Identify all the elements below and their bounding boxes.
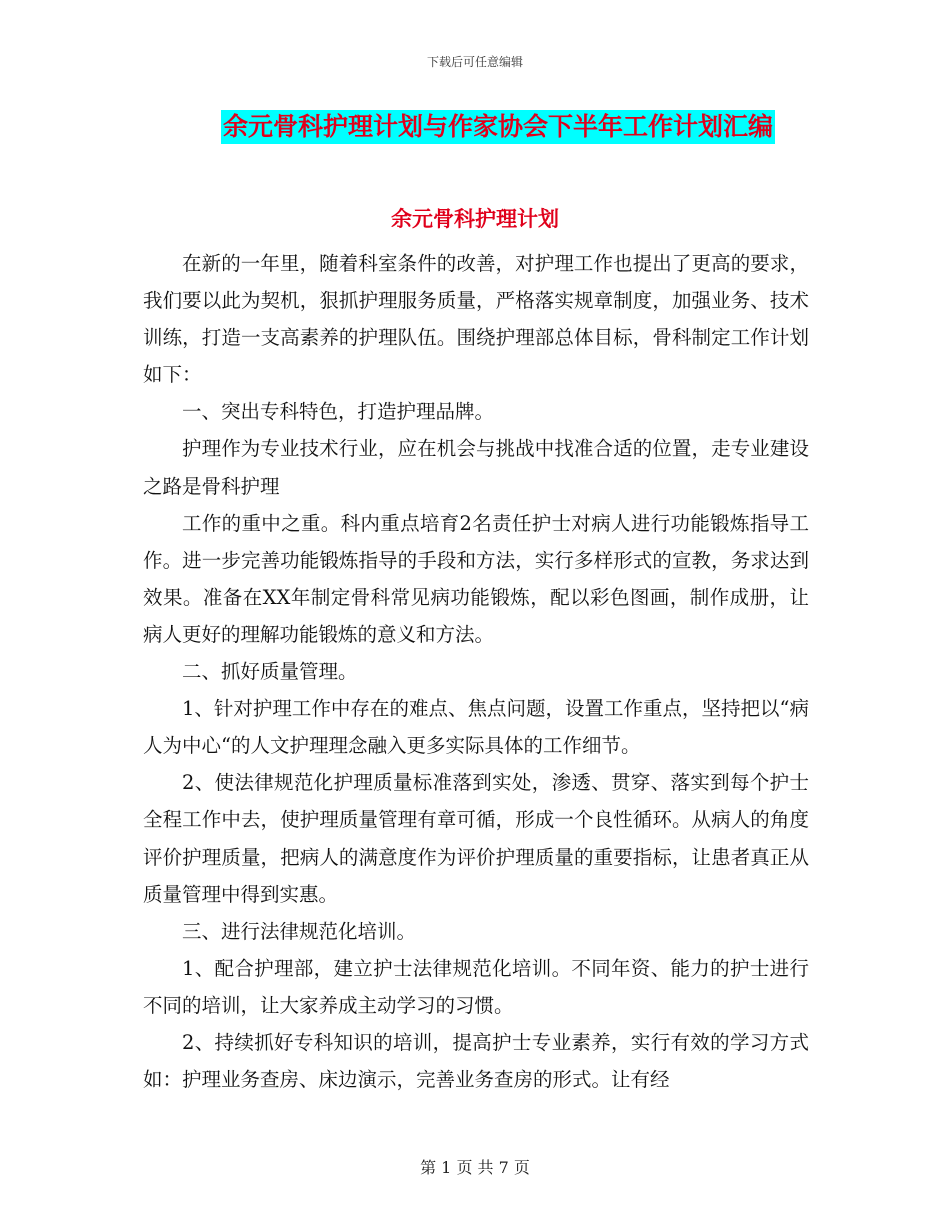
body-paragraph: 2、持续抓好专科知识的培训，提高护士专业素养，实行有效的学习方式如：护理业务查房、床边演示，完善业务查房的形式。让有经 <box>143 1030 809 1092</box>
body-paragraph: 护理作为专业技术行业，应在机会与挑战中找准合适的位置，走专业建设之路是骨科护理 <box>143 437 809 498</box>
body-heading-1: 一、突出专科特色，打造护理品牌。 <box>182 400 495 424</box>
document-body <box>143 245 809 1098</box>
page-number-footer: 第 1 页 共 7 页 <box>420 1158 530 1177</box>
section-title: 余元骨科护理计划 <box>391 207 559 231</box>
body-paragraph: 1、针对护理工作中存在的难点、焦点问题，设置工作重点，坚持把以“病人为中心“的人文护理理念融入更多实际具体的工作细节。 <box>143 697 809 758</box>
document-title: 余元骨科护理计划与作家协会下半年工作计划汇编 <box>221 110 775 144</box>
body-paragraph: 在新的一年里，随着科室条件的改善，对护理工作也提出了更高的要求，我们要以此为契机，狠抓护理服务质量，严格落实规章制度，加强业务、技术训练，打造一支高素养的护理队伍。围绕护理部总体目标，骨科制定工作计划如下： <box>143 252 809 387</box>
body-paragraph: 1、配合护理部，建立护士法律规范化培训。不同年资、能力的护士进行不同的培训，让大家养成主动学习的习惯。 <box>143 956 809 1017</box>
header-note: 下载后可任意编辑 <box>426 55 523 69</box>
body-paragraph: 2、使法律规范化护理质量标准落到实处，渗透、贯穿、落实到每个护士全程工作中去，使护理质量管理有章可循，形成一个良性循环。从病人的角度评价护理质量，把病人的满意度作为评价护理质量的重要指标，让患者真正从质量管理中得到实惠。 <box>143 771 809 906</box>
document-title-container <box>0 110 950 144</box>
body-heading-3: 三、进行法律规范化培训。 <box>182 919 417 943</box>
body-paragraph: 工作的重中之重。科内重点培育2名责任护士对病人进行功能锻炼指导工作。进一步完善功能锻炼指导的手段和方法，实行多样形式的宣教，务求达到效果。准备在XX年制定骨科常见病功能锻炼，配以彩色图画，制作成册，让病人更好的理解功能锻炼的意义和方法。 <box>143 511 809 646</box>
body-heading-2: 二、抓好质量管理。 <box>182 660 358 684</box>
